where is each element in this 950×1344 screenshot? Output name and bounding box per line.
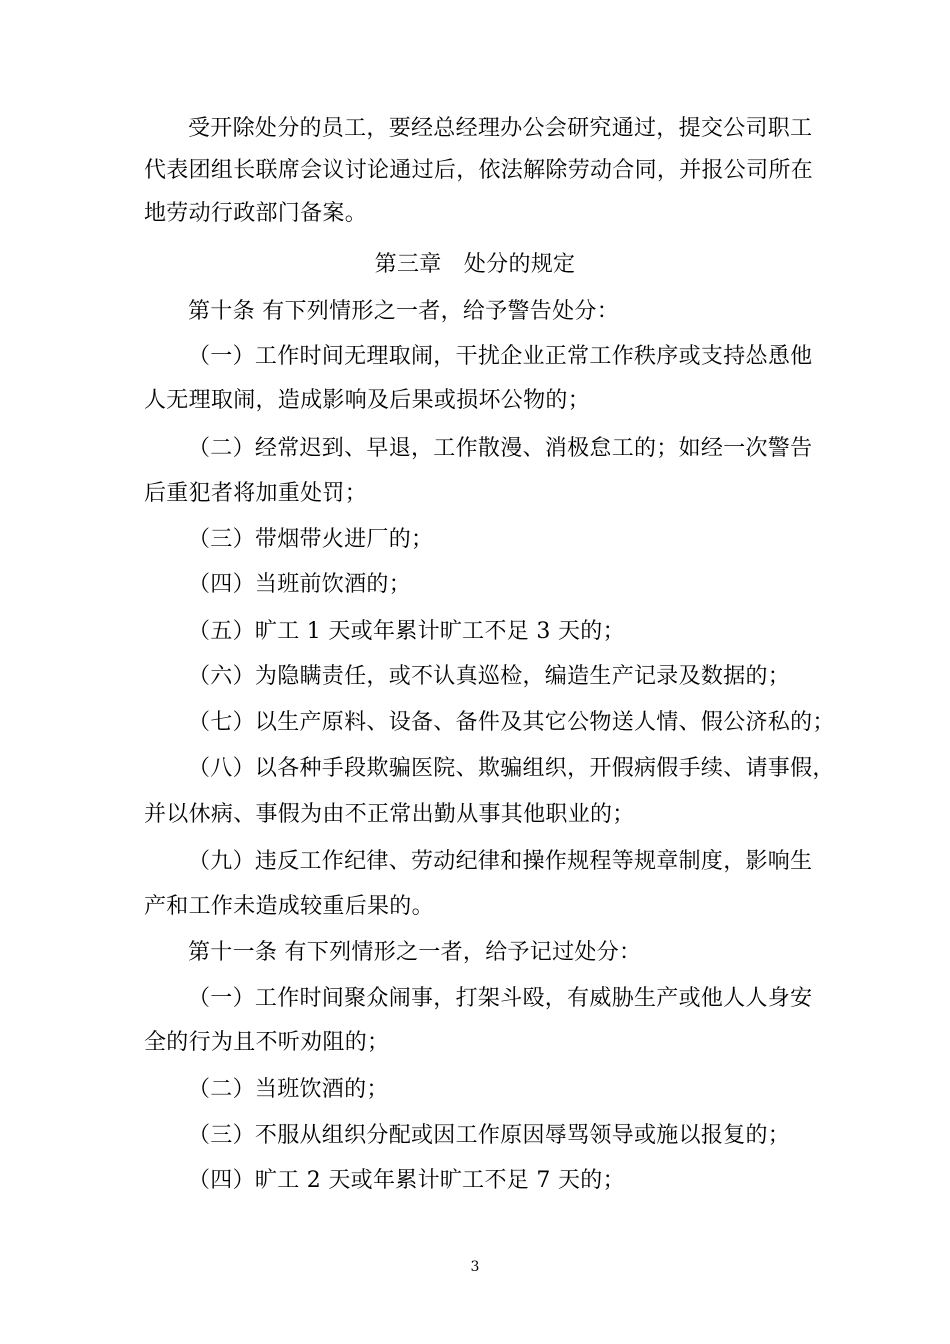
article-11-item-3: （三）不服从组织分配或因工作原因辱骂领导或施以报复的；: [188, 1123, 791, 1148]
page-number: 3: [470, 1259, 480, 1275]
intro-line-2: 代表团组长联席会议讨论通过后，依法解除劳动合同，并报公司所在: [144, 158, 814, 183]
article-10-item-6: （六）为隐瞒责任，或不认真巡检，编造生产记录及数据的；: [188, 664, 791, 689]
article-10-title: 第十条 有下列情形之一者，给予警告处分：: [188, 299, 619, 324]
article-10-item-2-line-1: （二）经常迟到、早退，工作散漫、消极怠工的；如经一次警告: [188, 436, 813, 461]
article-10-item-3: （三）带烟带火进厂的；: [188, 527, 434, 552]
article-10-item-8-line-2: 并以休病、事假为由不正常出勤从事其他职业的；: [144, 802, 635, 827]
article-11-item-1-line-1: （一）工作时间聚众闹事，打架斗殴，有威胁生产或他人人身安: [188, 986, 813, 1011]
article-10-item-1-line-2: 人无理取闹，造成影响及后果或损坏公物的；: [144, 388, 591, 413]
article-10-item-7: （七）以生产原料、设备、备件及其它公物送人情、假公济私的；: [188, 710, 835, 735]
article-11-item-1-line-2: 全的行为且不听劝阻的；: [144, 1030, 390, 1055]
article-10-item-8-line-1: （八）以各种手段欺骗医院、欺骗组织，开假病假手续、请事假，: [188, 756, 835, 781]
article-11-item-2: （二）当班饮酒的；: [188, 1077, 389, 1102]
article-11-title: 第十一条 有下列情形之一者，给予记过处分：: [188, 940, 642, 965]
article-10-item-9-line-2: 产和工作未造成较重后果的。: [144, 894, 434, 919]
chapter-heading: 第三章 处分的规定: [374, 252, 576, 277]
article-10-item-9-line-1: （九）违反工作纪律、劳动纪律和操作规程等规章制度，影响生: [188, 849, 813, 874]
article-10-item-5: （五）旷工 1 天或年累计旷工不足 3 天的；: [188, 619, 625, 644]
intro-line-1: 受开除处分的员工，要经总经理办公会研究通过，提交公司职工: [188, 116, 813, 141]
article-10-item-2-line-2: 后重犯者将加重处罚；: [144, 481, 368, 506]
article-10-item-4: （四）当班前饮酒的；: [188, 572, 412, 597]
article-10-item-1-line-1: （一）工作时间无理取闹，干扰企业正常工作秩序或支持怂恿他: [188, 344, 813, 369]
article-11-item-4: （四）旷工 2 天或年累计旷工不足 7 天的；: [188, 1168, 625, 1193]
intro-line-3: 地劳动行政部门备案。: [144, 201, 368, 226]
